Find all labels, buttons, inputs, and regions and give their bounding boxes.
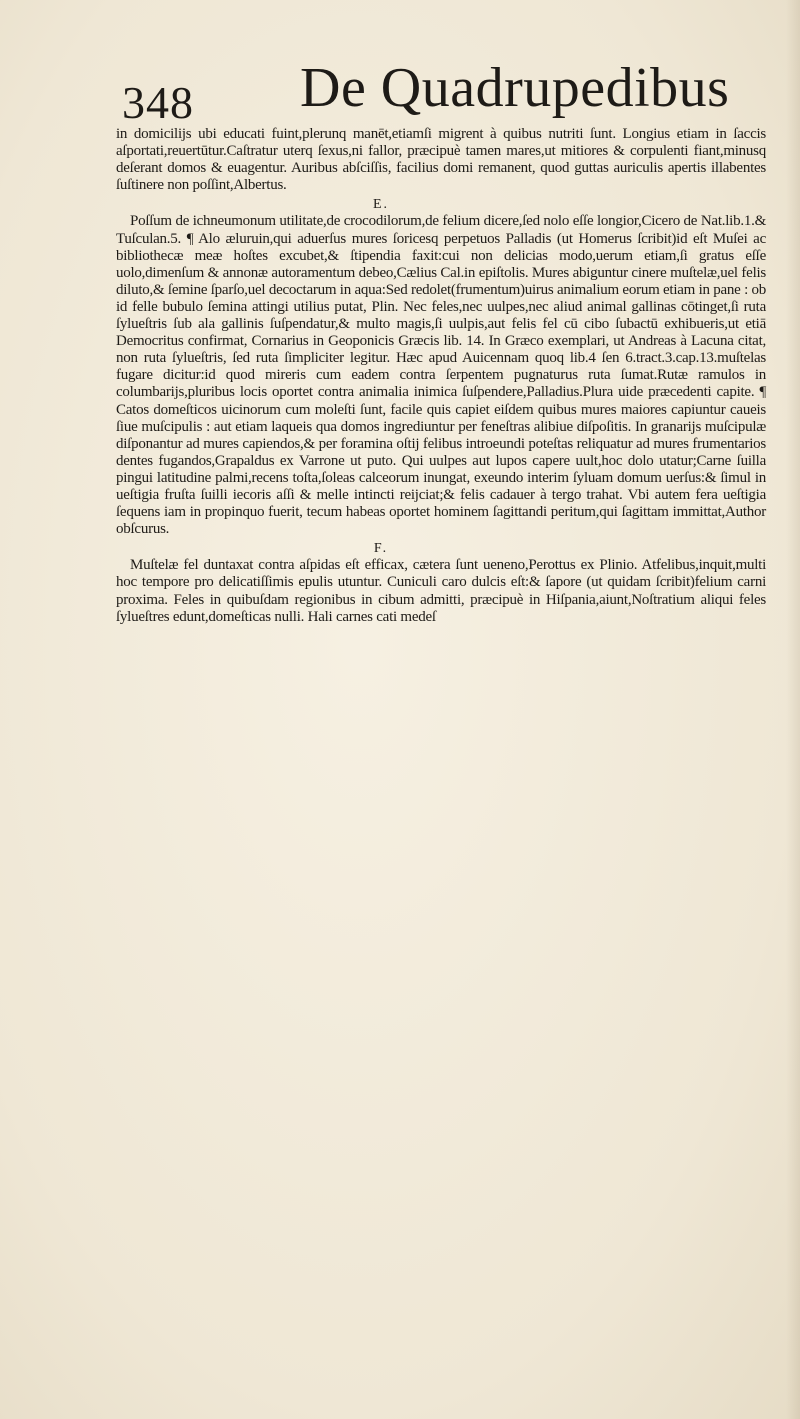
section-letter-f: F. bbox=[373, 541, 389, 557]
running-title: De Quadrupedibus bbox=[300, 57, 730, 119]
page-number: 348 bbox=[122, 77, 194, 128]
body-text bbox=[116, 126, 766, 626]
paragraph: Poſſum de ichneumonum utilitate,de crocodilorum,de felium dicere,ſed nolo eſſe longior,Cicero de Nat.lib.1.& Tuſculan.5. ¶ Alo æluruin,qui aduerſus mures ſoricesq perpetuos Palladis (ut Homerus ſcribit)id eſt Muſei ac bibliothecæ meæ hoſtes excubet,& ſtipendia faxit:cui non delicias modo,uerum etiam,ſi gratus eſſe uolo,dimenſum & annonæ autoramentum debeo,Cælius Cal.in epiſtolis. Mures abiguntur cinere muſtelæ,uel felis diluto,& ſemine ſparſo,uel decoctarum in aqua:Sed redolet(frumentum)uirus animalium eorum etiam in pane : ob id felle bubulo ſemina attingi utilius putat, Plin. Nec feles,nec uulpes,nec aliud animal gallinas cōtinget,ſi ruta ſylueſtris ſub ala gallinis ſuſpendatur,& multo magis,ſi uulpis,aut felis fel cū cibo ſubactū exhibueris,ut etiā Democritus confirmat, Cornarius in Geoponicis Græcis lib. 14. In Græco exemplari, ut Andreas à Lacuna citat, non ruta ſylueſtris, ſed ruta ſimpliciter legitur. Hæc apud Auicennam quoq lib.4 ſen 6.tract.3.cap.13.muſtelas fugare dicitur:id quod mireris cum eadem contra ſerpentem pugnaturus ruta ſumat.Rutæ ramulos in columbarijs,pluribus locis oportet contra animalia inimica ſuſpendere,Palladius.Plura uide præcedenti capite. ¶ Catos domeſticos uicinorum cum moleſti ſunt, facile quis capiet eiſdem quibus mures maiores capiuntur caueis ſiue muſcipulis : aut etiam laqueis qua domos ingrediuntur per feneſtras alibiue diſpoſitis. In granarijs muſcipulæ diſponantur ad mures capiendos,& per foramina oſtij felibus introeundi poteſtas reliquatur ad mures frumentarios dentes fugandos,Grapaldus ex Varrone ut puto. Qui uulpes aut lupos capere uult,hoc dolo utatur;Carne ſuilla pingui latitudine palmi,recens toſta,ſoleas calceorum inungat, exeundo interim ſyluam domum uerſus:& ſimul in ueſtigia fruſta ſuilli iecoris aſſi & melle intincti reijciat;& felis cadauer à tergo trahat. Vbi autem fera ueſtigia ſequens iam in propinquo fuerit, tecum habeas oportet hominem ſagittandi peritum,qui ſagittam immittat,Author obſcurus. bbox=[116, 213, 766, 538]
section-letter-e: E. bbox=[372, 197, 390, 213]
paragraph: Muſtelæ fel duntaxat contra aſpidas eſt efficax, cætera ſunt ueneno,Perottus ex Plinio. Atfelibus,inquit,multi hoc tempore pro delicatiſſimis epulis utuntur. Cuniculi caro dulcis eſt:& ſapore (ut quidam ſcribit)felium carni proxima. Feles in quibuſdam regionibus in cibum admitti, præcipuè in Hiſpania,aiunt,Noſtratium aliqui feles ſylueſtres edunt,domeſticas nulli. Hali carnes cati medeſ bbox=[116, 557, 766, 625]
paragraph: in domicilijs ubi educati fuint,plerunq manēt,etiamſi migrent à quibus nutriti ſunt. Longius etiam in ſaccis aſportati,reuertūtur.Caſtratur uterq ſexus,ni fallor, præcipuè tamen mares,ut mitiores & corpulenti fiant,minusq deſerant domos & euagentur. Auribus abſciſſis, facilius domi remanent, quod guttas auriculis apertis illabentes ſuſtinere non poſſint,Albertus. bbox=[116, 126, 766, 194]
page-edge-shadow bbox=[786, 0, 800, 1419]
page-header bbox=[118, 58, 758, 128]
